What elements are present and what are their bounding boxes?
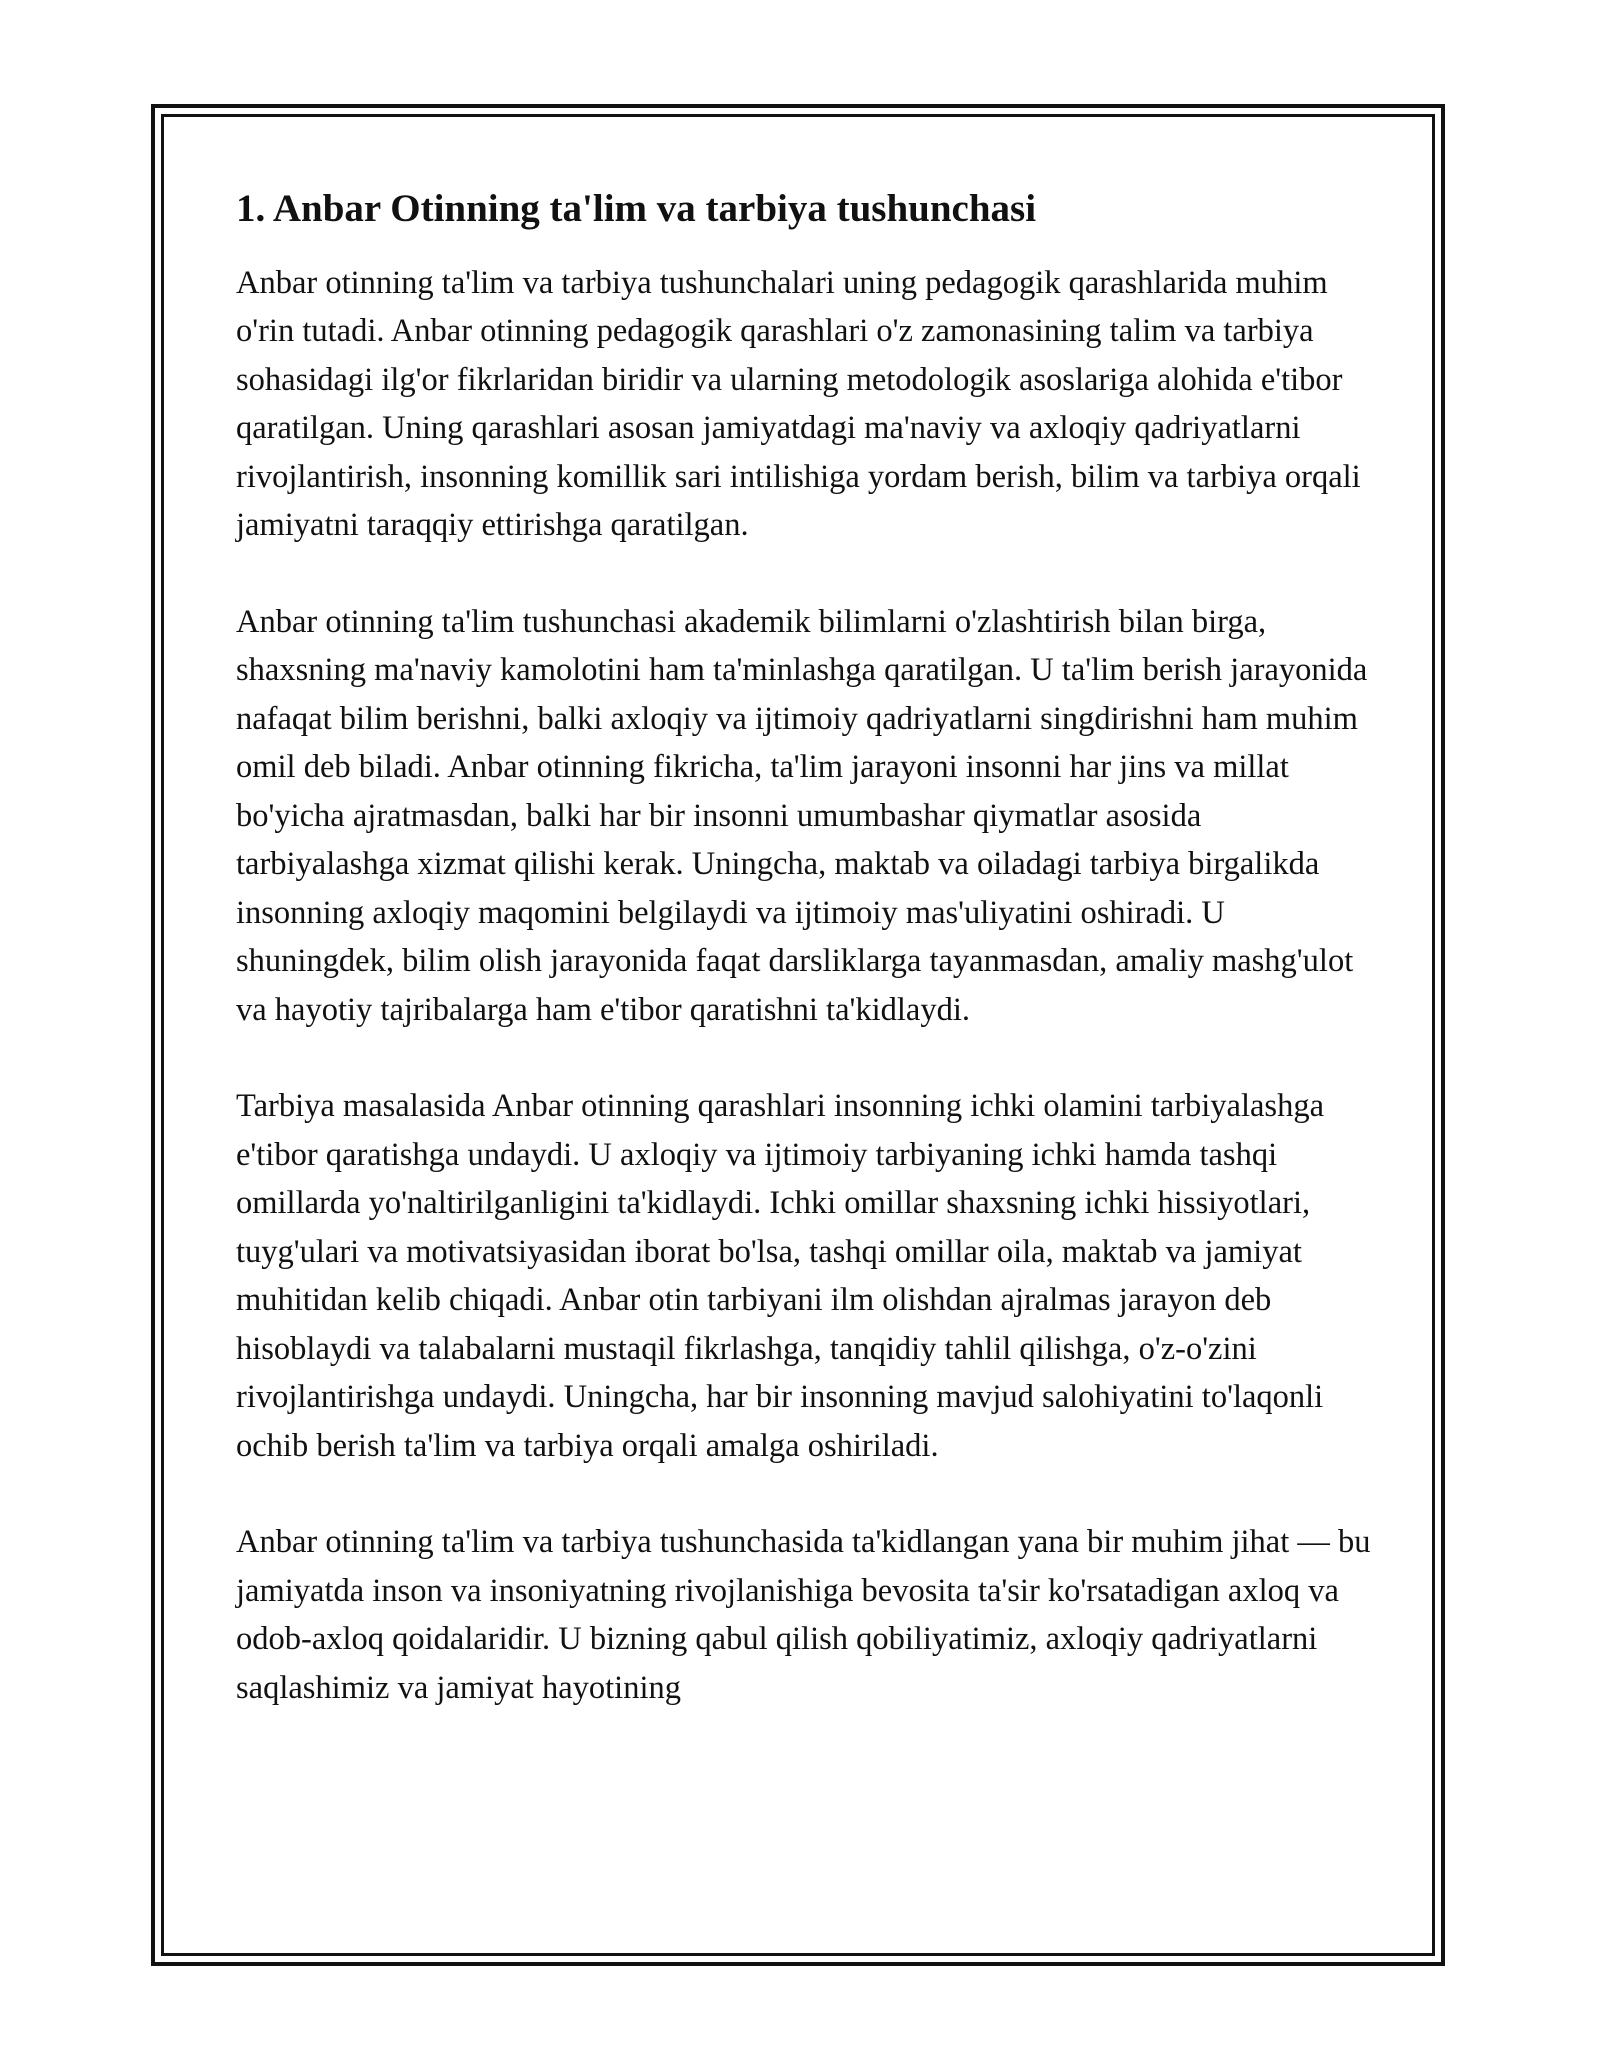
paragraph-2: Anbar otinning ta'lim tushunchasi akademik bilimlarni o'zlashtirish bilan birga, shaxsning ma'naviy kamolotini ham ta'minlashga qaratilgan. U ta'lim berish jarayonida nafaqat bilim berishni, balki axloqiy va ijtimoiy qadriyatlarni singdirishni ham muhim omil deb biladi. Anbar otinning fikricha, ta'lim jarayoni insonni har jins va millat bo'yicha ajratmasdan, balki har bir insonni umumbashar qiymatlar asosida tarbiyalashga xizmat qilishi kerak. Uningcha, maktab va oiladagi tarbiya birgalikda insonning axloqiy maqomini belgilaydi va ijtimoiy mas'uliyatini oshiradi. U shuningdek, bilim olish jarayonida faqat darsliklarga tayanmasdan, amaliy mashg'ulot va hayotiy tajribalarga ham e'tibor qaratishni ta'kidlaydi. [236, 603, 1368, 1028]
section-heading: 1. Anbar Otinning ta'lim va tarbiya tushunchasi [236, 187, 1037, 230]
paragraph-4: Anbar otinning ta'lim va tarbiya tushunchasida ta'kidlangan yana bir muhim jihat — bu jamiyatda inson va insoniyatning rivojlanishiga bevosita ta'sir ko'rsatadigan axloq va odob-axloq qoidalaridir. U bizning qabul qilish qobiliyatimiz, axloqiy qadriyatlarni saqlashimiz va jamiyat hayotining [236, 1524, 1371, 1706]
paragraph-1: Anbar otinning ta'lim va tarbiya tushunchalari uning pedagogik qarashlarida muhim o'rin tutadi. Anbar otinning pedagogik qarashlari o'z zamonasining talim va tarbiya sohasidagi ilg'or fikrlaridan biridir va ularning metodologik asoslariga alohida e'tibor qaratilgan. Uning qarashlari asosan jamiyatdagi ma'naviy va axloqiy qadriyatlarni rivojlantirish, insonning komillik sari intilishiga yordam berish, bilim va tarbiya orqali jamiyatni taraqqiy ettirishga qaratilgan. [236, 264, 1361, 544]
document-body [236, 186, 1376, 1760]
paragraph-3: Tarbiya masalasida Anbar otinning qarashlari insonning ichki olamini tarbiyalashga e'tibor qaratishga undaydi. U axloqiy va ijtimoiy tarbiyaning ichki hamda tashqi omillarda yo'naltirilganligini ta'kidlaydi. Ichki omillar shaxsning ichki hissiyotlari, tuyg'ulari va motivatsiyasidan iborat bo'lsa, tashqi omillar oila, maktab va jamiyat muhitidan kelib chiqadi. Anbar otin tarbiyani ilm olishdan ajralmas jarayon deb hisoblaydi va talabalarni mustaqil fikrlashga, tanqidiy tahlil qilishga, o'z-o'zini rivojlantirishga undaydi. Uningcha, har bir insonning mavjud salohiyatini to'laqonli ochib berish ta'lim va tarbiya orqali amalga oshiriladi. [236, 1088, 1325, 1464]
